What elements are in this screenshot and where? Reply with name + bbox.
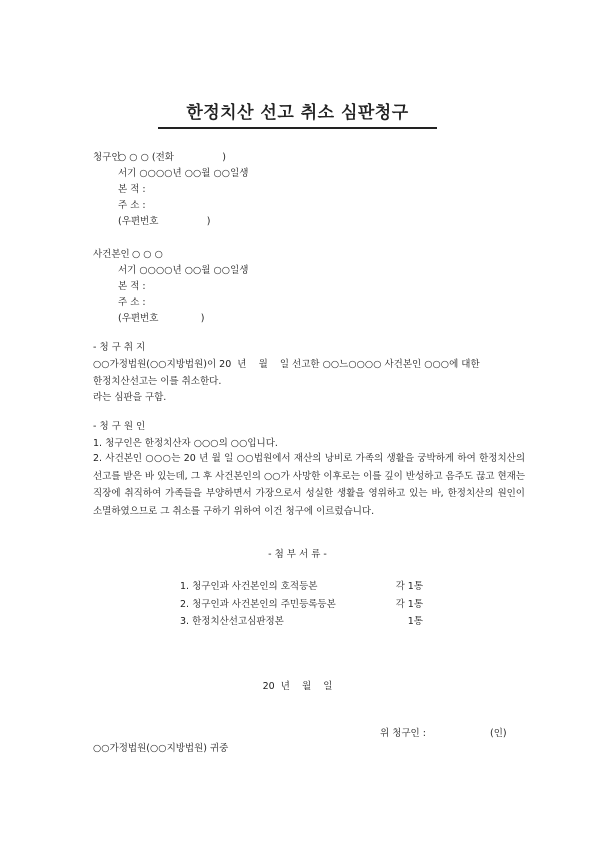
title-underline — [158, 127, 437, 129]
claimant-label: 청구인 — [93, 152, 121, 163]
signature-label: 위 청구인 : — [380, 728, 426, 739]
cause-heading: - 청 구 원 인 — [93, 421, 146, 432]
subject-birth: 서기 ○○○○년 ○○월 ○○일생 — [118, 265, 249, 276]
attachments-heading: - 첨 부 서 류 - — [268, 549, 327, 560]
purpose-heading: - 청 구 취 지 — [93, 342, 146, 353]
subject-name: ○ ○ ○ — [132, 249, 163, 260]
claimant-domicile: 본 적 : — [118, 184, 146, 195]
claimant-postcode: (우편번호 ) — [118, 216, 211, 227]
seal-mark: (인) — [490, 728, 507, 739]
subject-postcode: (우편번호 ) — [118, 313, 205, 324]
claimant-address: 주 소 : — [118, 200, 146, 211]
attachment-item: 3. 한정치산선고심판정본 — [180, 616, 284, 627]
cause-item-1: 1. 청구인은 한정치산자 ○○○의 ○○입니다. — [93, 438, 278, 449]
document-title: 한정치산 선고 취소 심판청구 — [186, 103, 409, 123]
attachment-item: 2. 청구인과 사건본인의 주민등록등본 — [180, 599, 336, 610]
filing-date: 20 년 월 일 — [262, 681, 333, 692]
court-addressee: ○○가정법원(○○지방법원) 귀중 — [93, 743, 229, 754]
subject-label: 사건본인 — [93, 249, 130, 260]
subject-domicile: 본 적 : — [118, 281, 146, 292]
attachment-item: 1. 청구인과 사건본인의 호적등본 — [180, 581, 318, 592]
claimant-name: ○ ○ ○ (전화 ) — [118, 152, 227, 163]
claimant-birth: 서기 ○○○○년 ○○월 ○○일생 — [118, 168, 249, 179]
purpose-line-1: ○○가정법원(○○지방법원)이 20 년 월 일 선고한 ○○느○○○○ 사건본인 ○○○에 대한 — [93, 359, 480, 370]
subject-address: 주 소 : — [118, 297, 146, 308]
purpose-line-3: 라는 심판을 구함. — [93, 392, 167, 403]
attachment-qty: 각 1통 — [395, 599, 423, 610]
cause-item-2: 2. 사건본인 ○○○는 20 년 월 일 ○○법원에서 재산의 낭비로 가족의 생활을 궁박하게 하여 한정치산의 선고를 받은 바 있는데, 그 후 사건본인의 ○○가 사망한 이후로는 이를 깊이 반성하고 음주도 끊고 현재는 직장에 취직하여 가족들을 부양하면서 가장으로서 성실한 생활을 영위하고 있는 바, 한정치산의 원인이 소멸하였으므로 그 취소를 구하기 위하여 이건 청구에 이르렀습니다. — [93, 453, 525, 517]
purpose-line-2: 한정치산선고는 이를 취소한다. — [93, 376, 222, 387]
attachment-qty: 1통 — [407, 616, 423, 627]
attachment-qty: 각 1통 — [395, 581, 423, 592]
